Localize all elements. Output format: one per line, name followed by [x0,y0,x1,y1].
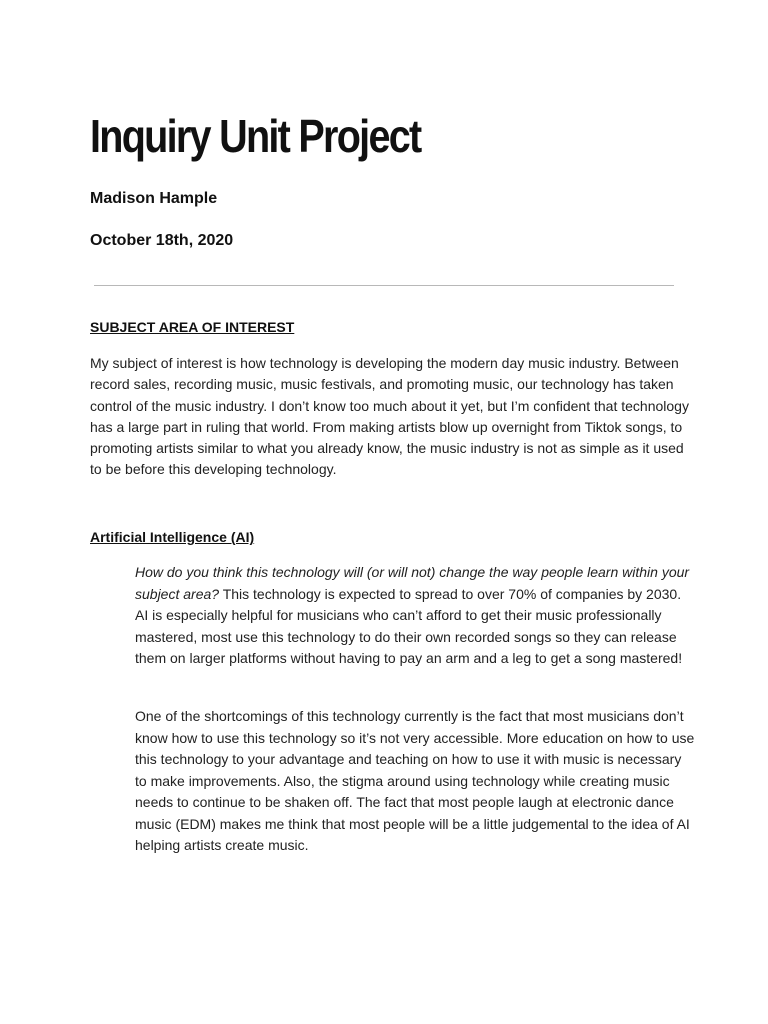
shortcomings-paragraph: One of the shortcomings of this technology currently is the fact that most musicians don’t know how to use this technology so it’s not very accessible. More education on how to use this technology to your advantage and teaching on how to use it with music is necessary to make improvements. Also, the stigma around using technology while creating music needs to continue to be shaken off. The fact that most people laugh at electronic dance music (EDM) makes me think that most people will be a little judgemental to the idea of AI helping artists create music. [135,708,695,853]
guiding-question: How do you think this technology will (or will not) change the way people learn within your subject area? [135,564,690,602]
section-heading: SUBJECT AREA OF INTEREST [90,319,295,335]
document-date: October 18th, 2020 [90,232,234,249]
intro-paragraph: My subject of interest is how technology is developing the modern day music industry. Between record sales, recording music, music festivals, and promoting music, our technology has taken control of the music industry. I don’t know too much about it yet, but I’m confident that technology has a large part in ruling that world. From making artists blow up overnight from Tiktok songs, to promoting artists similar to what you already know, the music industry is not as simple as it used to be before this developing technology. [90,355,689,478]
ai-subheading: Artificial Intelligence (AI) [90,529,255,545]
ai-answer-paragraph [135,562,695,670]
horizontal-divider [94,285,674,286]
document-title: Inquiry Unit Project [90,110,421,162]
answer-text: This technology is expected to spread to over 70% of companies by 2030. AI is especially helpful for musicians who can’t afford to get their music professionally mastered, most use this technology to do their own recorded songs so they can release them on larger platforms without having to pay an arm and a leg to get a song mastered! [135,585,683,666]
author-name: Madison Hample [90,190,218,207]
